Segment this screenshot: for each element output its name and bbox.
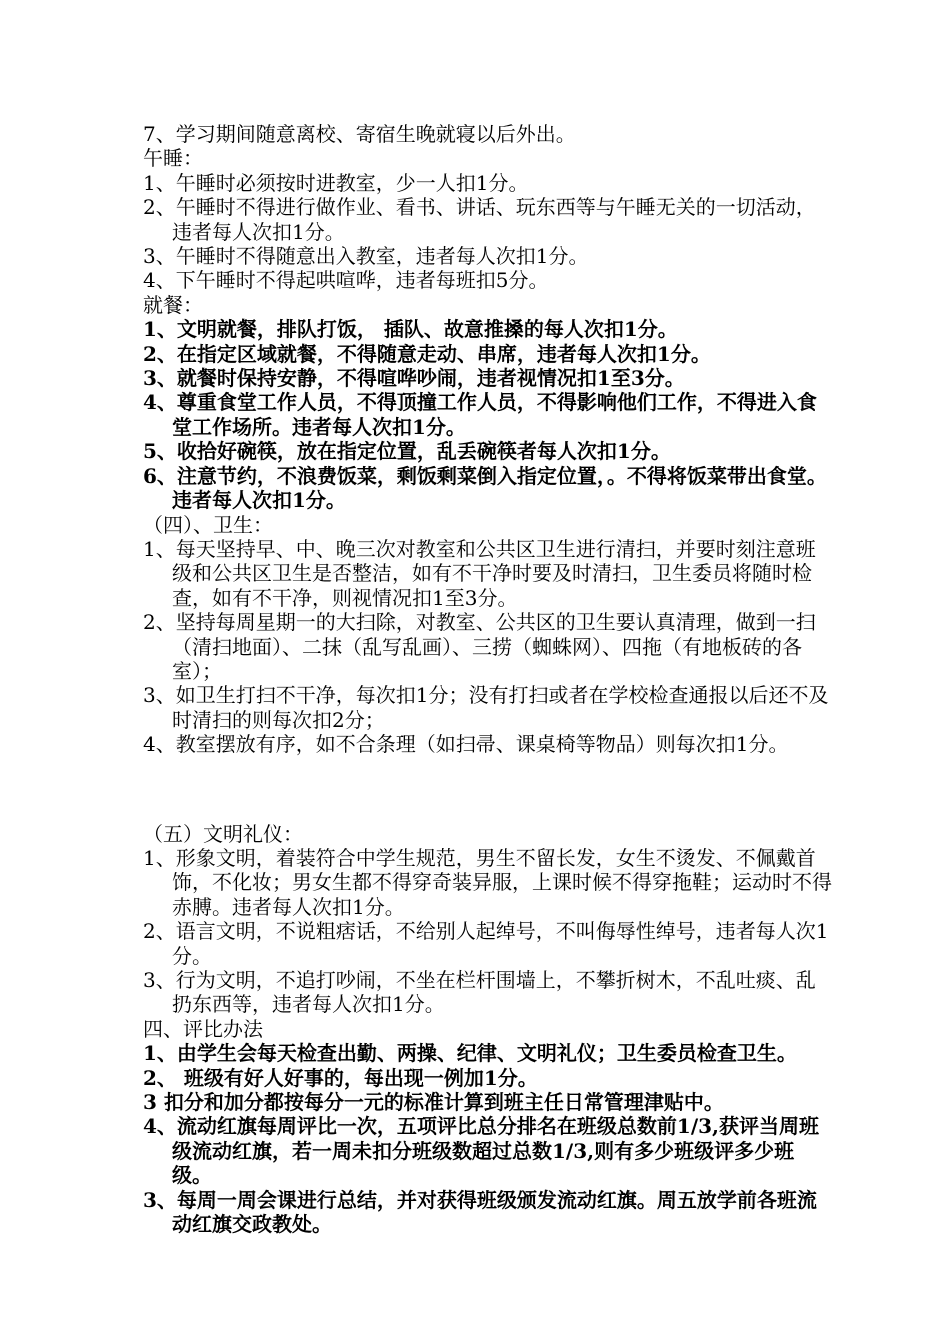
section-heading: 午睡： <box>143 146 203 171</box>
rule-item: 5、收拾好碗筷，放在指定位置，乱丢碗筷者每人次扣1分。 <box>143 439 671 464</box>
rule-item: 6、注意节约，不浪费饭菜，剩饭剩菜倒入指定位置，。不得将饭菜带出食堂。违者每人次扣1分。 <box>143 463 827 513</box>
rule-item: 3、如卫生打扫不干净，每次扣1分；没有打扫或者在学校检查通报以后还不及时清扫的则每次扣2分； <box>143 683 829 732</box>
rule-item: 1、每天坚持早、中、晚三次对教室和公共区卫生进行清扫，并要时刻注意班级和公共区卫生是否整洁，如有不干净时要及时清扫，卫生委员将随时检查，如有不干净，则视情况扣1至3分。 <box>143 536 816 610</box>
section-heading: （四）、卫生： <box>143 512 273 537</box>
rule-item: 1、文明就餐，排队打饭， 插队、故意推搡的每人次扣1分。 <box>143 317 678 342</box>
rule-item: 2、午睡时不得进行做作业、看书、讲话、玩东西等与午睡无关的一切活动，违者每人次扣1分。 <box>143 195 816 244</box>
section-heading: （五）文明礼仪： <box>143 821 303 846</box>
section-heading: 四、评比办法 <box>143 1016 263 1041</box>
rule-item: 3、午睡时不得随意出入教室，违者每人次扣1分。 <box>143 244 589 269</box>
rule-item: 3 扣分和加分都按每分一元的标准计算到班主任日常管理津贴中。 <box>143 1090 724 1115</box>
rule-item: 3、就餐时保持安静，不得喧哗吵闹，违者视情况扣1至3分。 <box>143 366 685 391</box>
rule-item: 2、语言文明，不说粗痞话，不给别人起绰号，不叫侮辱性绰号，违者每人次1分。 <box>143 919 829 968</box>
rule-item: 3、行为文明，不追打吵闹，不坐在栏杆围墙上，不攀折树木，不乱吐痰、乱扔东西等，违者每人次扣1分。 <box>143 968 816 1017</box>
rule-item: 2、 班级有好人好事的，每出现一例加1分。 <box>143 1065 538 1090</box>
rule-item: 7、学习期间随意离校、寄宿生晚就寝以后外出。 <box>143 122 576 146</box>
rule-item: 1、午睡时必须按时进教室，少一人扣1分。 <box>143 170 529 195</box>
rule-item: 1、形象文明，着装符合中学生规范，男生不留长发，女生不烫发、不佩戴首饰，不化妆；男女生都不得穿奇装异服，上课时候不得穿拖鞋；运动时不得赤膊。违者每人次扣1分。 <box>143 845 832 919</box>
rule-item: 2、坚持每周星期一的大扫除，对教室、公共区的卫生要认真清理，做到一扫（清扫地面）、二抹（乱写乱画）、三捞（蜘蛛网）、四拖（有地板砖的各室）； <box>143 610 816 683</box>
rule-item: 2、在指定区域就餐，不得随意走动、串席，违者每人次扣1分。 <box>143 341 711 366</box>
section-heading: 就餐： <box>143 292 203 317</box>
document-body <box>143 122 833 1236</box>
rule-item: 3、每周一周会课进行总结，并对获得班级颁发流动红旗。周五放学前各班流动红旗交政教处。 <box>143 1187 817 1237</box>
rule-item: 4、教室摆放有序，如不合条理（如扫帚、课桌椅等物品）则每次扣1分。 <box>143 732 789 757</box>
blank-line <box>143 777 833 802</box>
rule-item: 1、由学生会每天检查出勤、两操、纪律、文明礼仪；卫生委员检查卫生。 <box>143 1041 797 1066</box>
rule-item: 4、流动红旗每周评比一次，五项评比总分排名在班级总数前1/3,获评当周班级流动红旗，若一周未扣分班级数超过总数1/3,则有多少班级评多少班级。 <box>143 1114 820 1188</box>
rule-item: 4、尊重食堂工作人员，不得顶撞工作人员，不得影响他们工作，不得进入食堂工作场所。违者每人次扣1分。 <box>143 390 817 439</box>
rule-item: 4、下午睡时不得起哄喧哗，违者每班扣5分。 <box>143 268 549 293</box>
